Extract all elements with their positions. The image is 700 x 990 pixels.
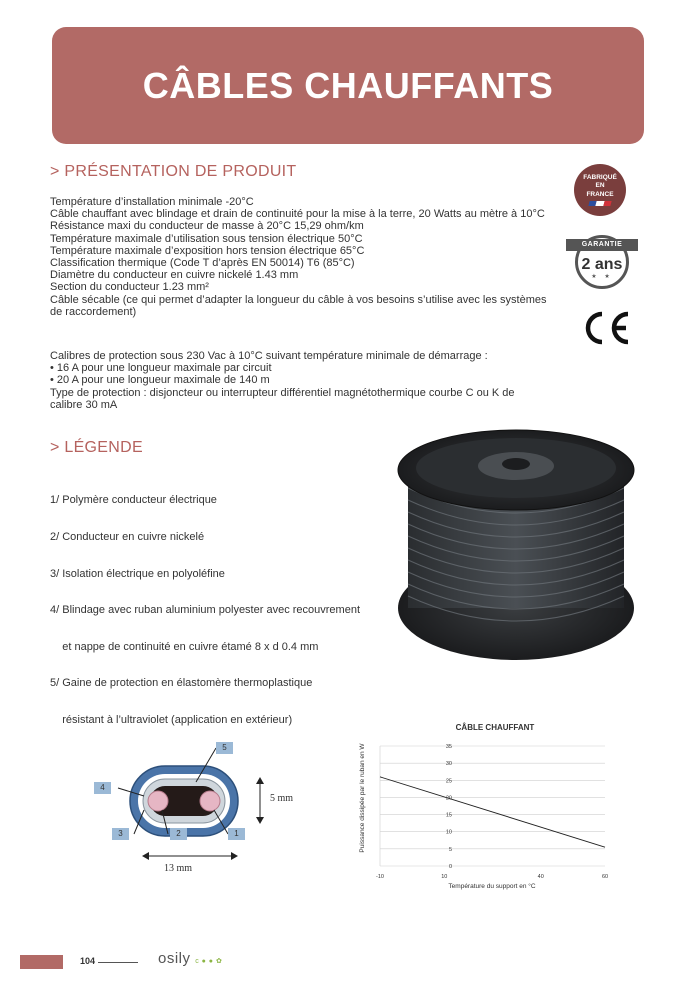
page-number: 104 [80, 956, 96, 966]
chart-y-tick: 25 [445, 778, 452, 785]
protection-text [50, 350, 530, 411]
garantie-ribbon: GARANTIE [566, 239, 638, 251]
legend-item: résistant à l’ultraviolet (application en extérieur) [50, 714, 293, 727]
brand-logo [158, 950, 222, 967]
presentation-line: Résistance maxi du conducteur de masse à 20°C 15,29 ohm/km [50, 220, 364, 233]
french-flag-icon [588, 201, 611, 206]
chart-y-tick: 0 [448, 864, 452, 870]
chart-y-tick: 30 [445, 761, 452, 768]
presentation-line: Câble chauffant avec blindage et drain de continuité pour la mise à la terre, 20 Watts au mètre à 10°C [50, 208, 545, 221]
protection-line: • 16 A pour une longueur maximale par circuit [50, 362, 272, 375]
chart-x-tick: 60 [601, 874, 609, 880]
garantie-years: 2 ans [581, 256, 623, 273]
presentation-line: Diamètre du conducteur en cuivre nickelé 1.43 mm [50, 269, 299, 282]
presentation-line: Température maximale d’exposition hors tension électrique 65°C [50, 244, 365, 257]
title-banner [52, 27, 644, 144]
presentation-line: Section du conducteur 1.23 mm² [50, 281, 209, 294]
chart-series-line [380, 777, 605, 847]
protection-line: Type de protection : disjoncteur ou interrupteur différentiel magnétothermique courbe C ou K de calibre 30 mA [50, 386, 515, 411]
footer-divider [98, 962, 138, 963]
diagram-label-4: 4 [94, 782, 111, 794]
chart-x-tick: 40 [537, 874, 544, 880]
diagram-label-3: 3 [112, 828, 129, 840]
chart-x-tick: -10 [376, 874, 384, 880]
legend-item: 4/ Blindage avec ruban aluminium polyester avec recouvrement [50, 604, 360, 617]
stars-icon: ★ ★ [591, 274, 613, 280]
badge-line: FABRIQUÉ [583, 173, 617, 181]
brand-leaf-icon: c ● ● ✿ [195, 958, 223, 965]
chart-x-label: Température du support en °C [448, 883, 536, 890]
legend-list [50, 470, 395, 738]
badge-line: EN [595, 182, 605, 190]
width-dimension: 13 mm [164, 863, 193, 874]
footer-accent-bar [20, 955, 63, 969]
chart-x-tick: 10 [441, 874, 448, 880]
chart-title: CÂBLE CHAUFFANT [455, 723, 535, 732]
fabrique-en-france-badge [574, 164, 626, 216]
chart-y-tick: 5 [448, 846, 452, 853]
badge-line: FRANCE [586, 190, 614, 198]
presentation-heading: > PRÉSENTATION DE PRODUIT [50, 163, 297, 180]
chart-y-tick: 15 [445, 812, 452, 819]
garantie-badge [566, 231, 638, 293]
presentation-line: Classification thermique (Code T d’après EN 50014) T6 (85°C) [50, 257, 355, 270]
chart-x-ticks [376, 874, 608, 880]
legend-item: 1/ Polymère conducteur électrique [50, 494, 217, 507]
chart-y-ticks [446, 744, 452, 870]
presentation-text [50, 196, 550, 318]
diagram-label-2: 2 [170, 828, 187, 840]
legend-heading: > LÉGENDE [50, 439, 143, 456]
presentation-line: Câble sécable (ce qui permet d’adapter la longueur du câble à vos besoins s’utilise avec les systèmes de raccordement) [50, 293, 547, 318]
legend-item: 5/ Gaine de protection en élastomère thermoplastique [50, 677, 313, 690]
chart-grid [380, 746, 605, 866]
protection-line: Calibres de protection sous 230 Vac à 10°C suivant température minimale de démarrage : [50, 350, 488, 362]
diagram-label-1: 1 [228, 828, 245, 840]
legend-item: 2/ Conducteur en cuivre nickelé [50, 531, 205, 544]
ce-mark-icon [578, 310, 634, 346]
diagram-label-5: 5 [216, 742, 233, 754]
chart-series [380, 777, 605, 847]
legend-item: 3/ Isolation électrique en polyoléfine [50, 567, 225, 580]
presentation-line: Température maximale d’utilisation sous tension électrique 50°C [50, 232, 363, 245]
chart-y-tick: 10 [445, 829, 452, 836]
cable-cross-section-diagram [88, 738, 318, 878]
page-title: CÂBLES CHAUFFANTS [142, 64, 554, 106]
power-chart [350, 718, 630, 898]
cross-section-drawing [88, 738, 318, 878]
brand-name: osily [158, 950, 191, 967]
chart-y-tick: 20 [445, 795, 452, 802]
presentation-line: Température d’installation minimale -20°C [50, 196, 254, 208]
chart-y-tick: 35 [445, 744, 452, 750]
protection-line: • 20 A pour une longueur maximale de 140 m [50, 374, 270, 387]
height-dimension: 5 mm [270, 793, 294, 804]
cable-reel-image [396, 428, 636, 664]
chart-y-label: Puissance dissipée par le ruban en W [359, 743, 366, 853]
legend-item: et nappe de continuité en cuivre étamé 8 x d 0.4 mm [50, 640, 319, 653]
